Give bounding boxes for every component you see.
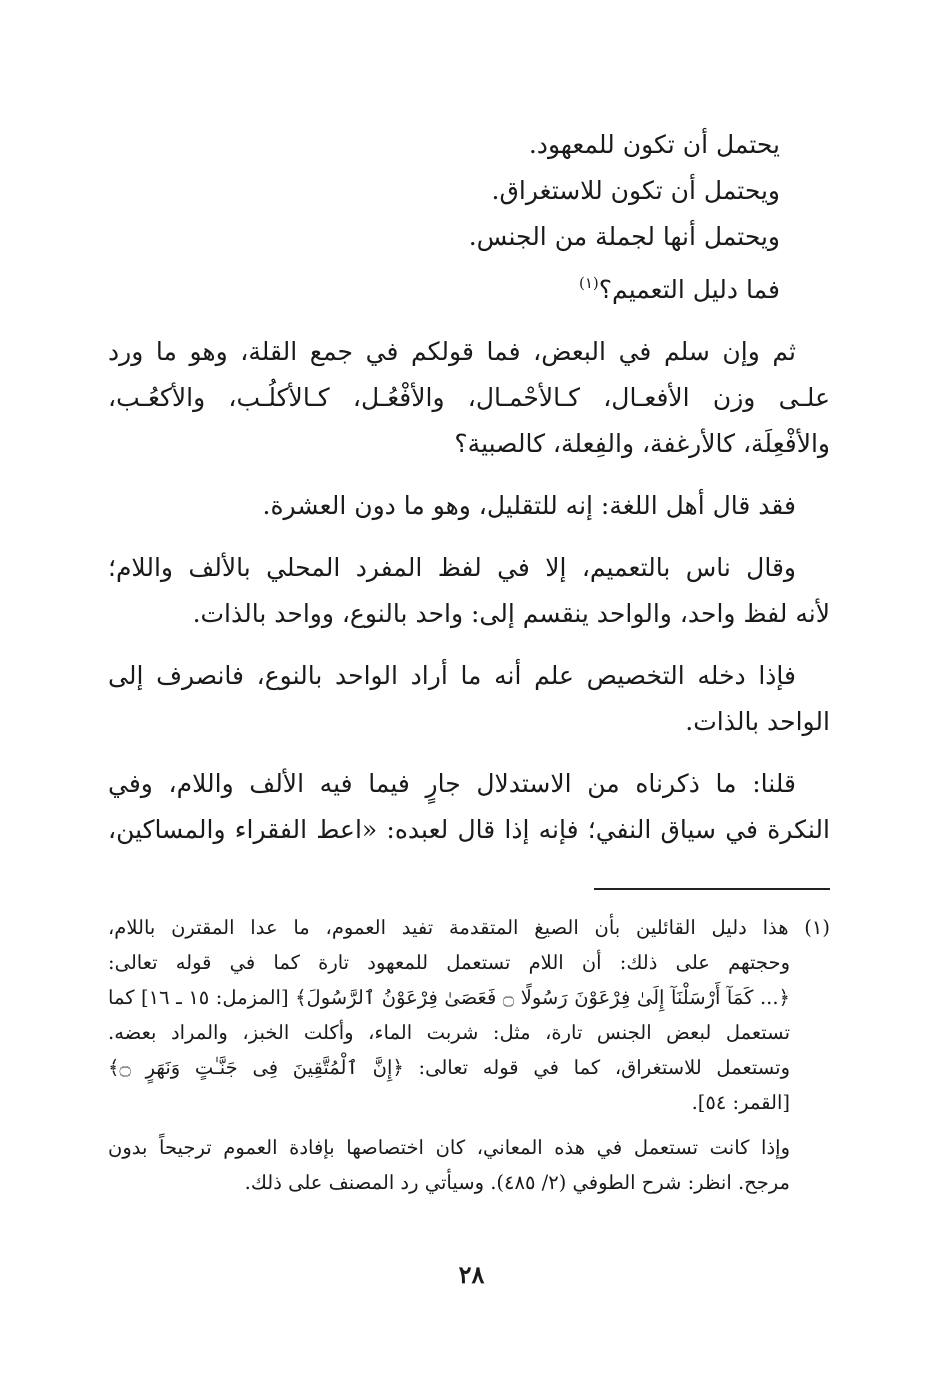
footnote-separator (594, 888, 830, 890)
footnote-line-6: [القمر: ٥٤]. (691, 1091, 790, 1114)
paragraph-linguists (108, 483, 830, 529)
body-line-4 (108, 260, 780, 313)
body-line-1: يحتمل أن تكون للمعهود. (528, 130, 780, 159)
body-line-9: وقال ناس بالتعميم، إلا في لفظ المفرد المحلي بالألف واللام؛ (108, 553, 796, 582)
paragraph-response (108, 761, 830, 853)
body-line-11: فإذا دخله التخصيص علم أنه ما أراد الواحد بالنوع، فانصرف إلى (108, 661, 796, 690)
paragraph-plural-of-paucity (108, 329, 830, 467)
body-line-13: قلنا: ما ذكرناه من الاستدلال جارٍ فيما فيه الألف واللام، وفي (108, 769, 796, 798)
opening-lines (108, 122, 780, 313)
page-number: ٢٨ (458, 1260, 485, 1289)
body-line-7: والأفْعِلَة، كالأرغفة، والفِعلة، كالصبية؟ (454, 429, 830, 458)
body-line-3: ويحتمل أنها لجملة من الجنس. (468, 222, 780, 251)
body-line-4-text: فما دليل التعميم؟ (598, 275, 780, 304)
footnote-line-3: ﴿... كَمَآ أَرْسَلْنَآ إِلَىٰ فِرْعَوْنَ رَسُولًا ۝ فَعَصَىٰ فِرْعَوْنُ ٱلرَّسُولَ﴾ [المزمل: ١٥ ـ ١٦] كما (108, 986, 790, 1009)
footnote-reference[interactable]: (١) (579, 274, 599, 292)
footnote-line-4: تستعمل لبعض الجنس تارة، مثل: شربت الماء، وأكلت الخبز، والمراد بعضه. (108, 1021, 790, 1044)
body-line-5: ثم وإن سلم في البعض، فما قولكم في جمع القلة، وهو ما ورد (108, 337, 796, 366)
footnote-line-2: وحجتهم على ذلك: أن اللام تستعمل للمعهود تارة كما في قوله تعالى: (108, 951, 790, 974)
footnote-line-1: (١) هذا دليل القائلين بأن الصيغ المتقدمة تفيد العموم، ما عدا المقترن باللام، (108, 916, 830, 939)
body-line-8: فقد قال أهل اللغة: إنه للتقليل، وهو ما دون العشرة. (262, 491, 796, 520)
footnote-line-7: وإذا كانت تستعمل في هذه المعاني، كان اختصاصها بإفادة العموم ترجيحاً بدون (108, 1136, 790, 1159)
footnote-line-8: مرجح. انظر: شرح الطوفي (٢/ ٤٨٥). وسيأتي رد المصنف على ذلك. (244, 1171, 790, 1194)
paragraph-specification (108, 653, 830, 745)
body-line-2: ويحتمل أن تكون للاستغراق. (491, 176, 780, 205)
body-line-12: الواحد بالذات. (685, 707, 830, 736)
footnote-line-5: وتستعمل للاستغراق، كما في قوله تعالى: ﴿إِنَّ ٱلْمُتَّقِينَ فِى جَنَّـٰتٍ وَنَهَرٍ ۝﴾ (108, 1056, 790, 1079)
body-line-14: النكرة في سياق النفي؛ فإنه إذا قال لعبده: «اعط الفقراء والمساكين، (108, 815, 830, 844)
page-content (108, 122, 830, 1322)
paragraph-generalization (108, 545, 830, 637)
body-line-6: علـى وزن الأفعـال، كـالأحْمـال، والأفْعُـل، كـالأكلُـب، والأكعُـب، (108, 383, 830, 412)
footnotes (108, 910, 830, 1200)
body-line-10: لأنه لفظ واحد، والواحد ينقسم إلى: واحد بالنوع، وواحد بالذات. (192, 599, 830, 628)
